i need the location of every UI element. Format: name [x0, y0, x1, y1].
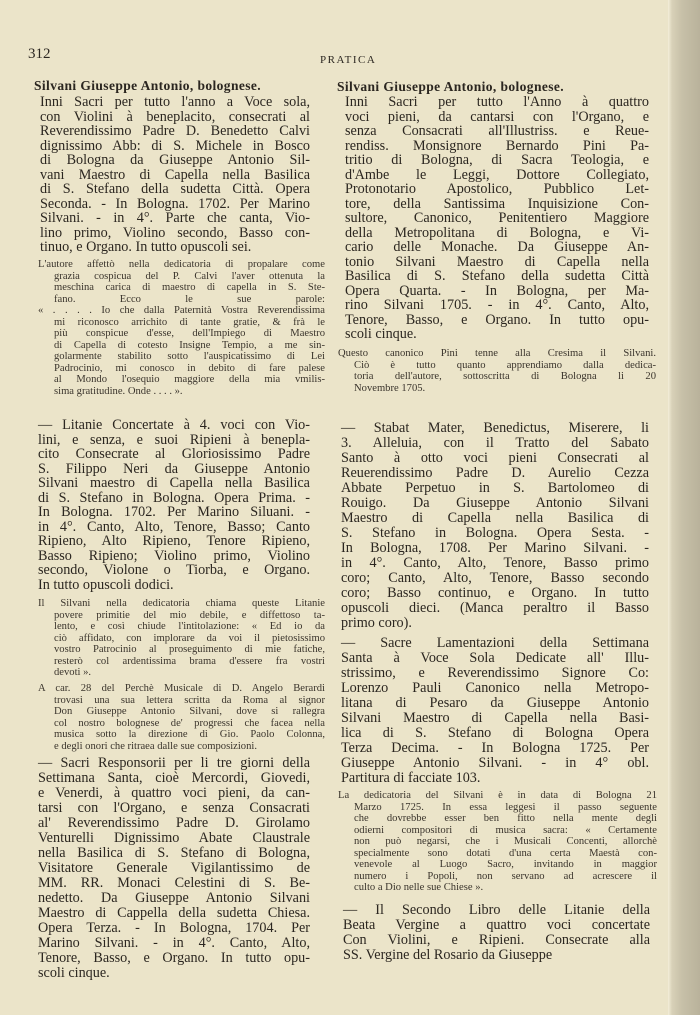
text-line: — Il Secondo Libro delle Litanie della: [343, 902, 650, 918]
text-line: tarsi con l'Organo, e senza Consacrati: [38, 800, 310, 816]
text-line: sima gratitudine. Onde . . . . ».: [54, 385, 183, 397]
text-line: — Stabat Mater, Benedictus, Miserere, li: [341, 420, 649, 436]
text-line: meschina carica di maestro di capella in S. Ste-: [54, 282, 325, 293]
text-line: Beata Vergine a quattro voci concertate: [343, 917, 650, 933]
text-line: coro; Basso continuo, e Organo. In tutto: [341, 585, 649, 601]
text-line: Partitura di facciate 103.: [341, 770, 481, 786]
text-line: voci pieni, da cantarsi con l'Organo, e: [345, 108, 649, 125]
text-line: vostro Patrocinio al proseguimento di mie fatiche,: [54, 644, 325, 655]
text-line: — Sacre Lamentazioni della Settimana: [341, 635, 649, 651]
text-line: vani Maestro di Capella nella Basilica: [40, 166, 310, 183]
text-line: Reverendissimo Padre D. Benedetto Calvi: [40, 123, 310, 139]
text-line: strissimo, e Reverendissimo Signore Co:: [341, 665, 649, 681]
text-line: lica di S. Stefano di Bologna Opera: [341, 725, 649, 741]
text-line: Tenore, Basso, e Organo. In tutto opu-: [345, 311, 649, 328]
text-line: Con Violini, e Ripieni. Consecrate alla: [343, 932, 650, 948]
text-line: numero i Popoli, non servano ad acrescere il: [354, 870, 657, 882]
text-line: primo coro).: [341, 615, 412, 631]
text-line: rino Silvani 1705. - in 4°. Canto, Alto,: [345, 297, 649, 313]
text-line: cito Consecrate al Gloriosissimo Padre: [38, 446, 310, 462]
text-line: Giuseppe Antonio Silvani. - in 4° obl.: [341, 755, 649, 771]
text-line: « . . . . Io che dalla Paternità Vostra Reverendissima: [38, 305, 325, 316]
bibliography-entry: [341, 636, 649, 786]
text-line: resterò col ardentissima brama d'essere fra vostri: [54, 655, 325, 667]
text-line: Inni Sacri per tutto l'Anno à quattro: [345, 94, 649, 110]
text-line: S. Stefano in Bologna. Opera Sesta. -: [341, 525, 649, 541]
text-line: — Litanie Concertate à 4. voci con Vio-: [38, 417, 310, 433]
text-line: Ciò è tutto quanto apprendiamo dalla dedica-: [354, 359, 656, 371]
text-line: al Mondo l'osequio maggiore della mia vmilis-: [54, 374, 325, 385]
text-line: golarmente stabilito sotto l'auspicatissimo di Lei: [54, 351, 325, 362]
text-line: La dedicatoria del Silvani è in data di Bologna 21: [338, 790, 657, 801]
text-line: dignissimo Abb: di S. Michele in Bosco: [40, 137, 310, 154]
text-line: scoli cinque.: [345, 326, 417, 342]
text-line: Silvani. - in 4°. Parte che canta, Vio-: [40, 210, 310, 226]
text-line: Basilica di S. Stefano della sudetta Città: [345, 268, 649, 284]
bibliography-entry: [341, 421, 649, 631]
text-line: Venturelli Dignissimo Abate Claustrale: [38, 830, 310, 846]
text-line: nedetto. Da Giuseppe Antonio Silvani: [38, 890, 310, 906]
text-line: litana di Pesaro da Giuseppe Antonio: [341, 695, 649, 711]
text-line: trovasi una sua lettera scritta da Roma al signor: [54, 694, 325, 706]
text-line: scoli cinque.: [38, 965, 110, 981]
text-line: coro; Canto, Alto, Tenore, Basso secondo: [341, 570, 649, 586]
text-line: Marzo 1725. In essa leggesi il passo seguente: [354, 801, 657, 813]
text-line: cario delle Monache. Da Giuseppe An-: [345, 239, 649, 255]
text-line: Basso Ripieno; Violino primo, Violino: [38, 547, 310, 564]
text-line: L'autore affettò nella dedicatoria di propalare come: [38, 259, 325, 270]
text-line: tinuo, e Organo. In tutto opuscoli sei.: [40, 239, 252, 255]
text-line: mi riconosco arrichito di tante gratie, & frà le: [54, 316, 325, 328]
text-line: venevole al Luogo Sacro, invitando in maggior: [354, 859, 657, 870]
text-line: Silvani Maestro di Capella nella Basi-: [341, 710, 649, 726]
text-line: Santa à Voce Sola Dedicate all' Illu-: [341, 650, 649, 666]
text-line: più conspicue d'esse, dell'Impiego di Maestro: [54, 328, 325, 339]
text-line: Tenore, Basso, e Organo. In tutto opu-: [38, 950, 310, 966]
left-entry-title: Silvani Giuseppe Antonio, bolognese.: [34, 78, 262, 93]
text-line: nella Basilica di S. Stefano di Bologna,: [38, 845, 310, 861]
text-line: tonio Silvani Maestro di Capella nella: [345, 253, 649, 270]
text-line: In tutto opuscoli dodici.: [38, 576, 174, 593]
footnote: [338, 790, 657, 894]
text-line: SS. Vergine del Rosario da Giuseppe: [343, 947, 553, 963]
text-line: Settimana Santa, cioè Mercordi, Giovedi,: [38, 770, 310, 786]
text-line: Questo canonico Pini tenne alla Cresima il Silvani.: [338, 348, 656, 359]
text-line: grazia cospicua del P. Calvi l'aver ottenuta la: [54, 270, 325, 282]
bibliography-entry: [343, 903, 650, 963]
text-line: Marino Silvani. - in 4°. Canto, Alto,: [38, 935, 310, 951]
right-entry-title: Silvani Giuseppe Antonio, bolognese.: [337, 79, 565, 94]
text-line: lento, e così chiude l'intitolazione: « Ed io da: [54, 621, 325, 632]
text-line: In Bologna. 1702. Per Marino Siluani. -: [38, 504, 310, 520]
text-line: — Sacri Responsorii per li tre giorni della: [38, 755, 310, 771]
bibliography-entry: [38, 756, 310, 981]
footnote: [338, 348, 656, 394]
text-line: opuscoli dieci. (Manca peraltro il Basso: [341, 600, 649, 616]
text-line: Seconda. - In Bologna. 1702. Per Marino: [40, 195, 310, 212]
text-line: fano. Ecco le sue parole:: [54, 293, 325, 305]
running-head: PRATICA: [320, 54, 377, 66]
text-line: musica sotto la direzione di Gio. Paolo Colonna,: [54, 729, 325, 740]
text-line: rendiss. Monsignore Bernardo Pini Pa-: [345, 137, 649, 154]
bibliography-entry: [40, 95, 310, 255]
text-line: Don Giuseppe Antonio Silvani, dove si rallegra: [54, 706, 325, 717]
text-line: Reuerendissimo Padre D. Aurelio Cezza: [341, 465, 649, 481]
text-line: Opera Quarta. - In Bologna, per Ma-: [345, 282, 649, 299]
bibliography-entry: [38, 418, 310, 592]
text-line: al' Reverendissimo Padre D. Girolamo: [38, 815, 310, 831]
text-line: In Bologna, 1708. Per Marino Silvani. -: [341, 540, 649, 556]
text-line: d'Ambe le Leggi, Dottore Collegiato,: [345, 166, 649, 183]
text-line: Novembre 1705.: [354, 382, 426, 394]
text-line: in 4°. Canto, Alto, Tenore, Basso primo: [341, 555, 649, 571]
text-line: lino primo, Violino secondo, Basso con-: [40, 224, 310, 241]
text-line: e Venerdi, à quattro voci pieni, da can-: [38, 785, 310, 801]
text-line: tore, della Santissima Inquisizione Con-: [345, 195, 649, 212]
text-line: Protonotario Apostolico, Pubblico Let-: [345, 181, 649, 197]
text-line: senza Consacrati all'Illustriss. e Reue-: [345, 123, 649, 139]
text-line: di Capella di cotesto Insigne Tempio, a me sin-: [54, 339, 325, 351]
text-line: A car. 28 del Perchè Musicale di D. Angelo Berardi: [38, 683, 325, 694]
text-line: di S. Stefano della sudetta Città. Opera: [40, 181, 310, 197]
text-line: Maestro di Cappella della sudetta Chiesa.: [38, 905, 310, 921]
text-line: MM. RR. Monaci Celestini di S. Be-: [38, 875, 310, 891]
footnote: [38, 683, 325, 752]
text-line: col nostro bolognese de' progressi che facea nella: [54, 717, 325, 729]
text-line: ciò affidato, con implorare da voi il pietosissimo: [54, 632, 325, 644]
text-line: Visitatore Generale Vigilantissimo de: [38, 860, 310, 876]
text-line: devoti ».: [54, 667, 92, 678]
text-line: Santo à otto voci pieni Consecrati al: [341, 450, 649, 466]
text-line: con Violini à beneplacito, consecrati al: [40, 108, 310, 125]
text-line: odierni compositori di musica sacra: « Certamente: [354, 824, 657, 836]
text-line: Opera Terza. - In Bologna, 1704. Per: [38, 920, 310, 936]
text-line: Maestro di Capella nella Basilica di: [341, 510, 649, 526]
text-line: della Metropolitana di Bologna, e Vi-: [345, 224, 649, 241]
text-line: e degli onori che ritraea dalle sue composizioni.: [54, 740, 257, 752]
page-number: 312: [28, 46, 51, 62]
text-line: Terza Decima. - In Bologna 1725. Per: [341, 740, 649, 756]
text-line: Abbate Perpetuo in S. Bartolomeo di: [341, 480, 649, 496]
text-line: che dovrebbe esser ben fitto nella mente degli: [354, 813, 657, 824]
text-line: Silvani maestro di Capella nella Basilica: [38, 475, 310, 491]
footnote: [38, 598, 325, 679]
text-line: di Bologna da Giuseppe Antonio Sil-: [40, 152, 310, 168]
text-line: Rouigo. Da Giuseppe Antonio Silvani: [341, 495, 649, 511]
text-line: di S. Stefano in Bologna. Opera Prima. -: [38, 489, 310, 506]
text-line: non può negarsi, che i Musicali Concenti, allorchè: [354, 836, 657, 847]
text-line: lini, e senza, e suoi Ripieni à benepla-: [38, 431, 310, 448]
text-line: Inni Sacri per tutto l'anno a Voce sola,: [40, 94, 310, 110]
text-line: povere primitie del mio debile, e diffettoso ta-: [54, 609, 325, 621]
text-line: tritio di Bologna, di Sacra Teologia, e: [345, 152, 649, 168]
book-gutter: [668, 0, 700, 1015]
text-line: 3. Alleluia, con il Tratto del Sabato: [341, 435, 649, 451]
text-line: Ripieno, Alto Ripieno, Tenore Ripieno,: [38, 533, 310, 549]
text-line: secondo, Violone o Tiorba, e Organo.: [38, 562, 310, 578]
text-line: S. Filippo Neri da Giuseppe Antonio: [38, 460, 310, 477]
footnote: [38, 259, 325, 397]
text-line: specialmente sono dotati d'una certa Maestà con-: [354, 847, 657, 859]
text-line: Il Silvani nella dedicatoria chiama queste Litanie: [38, 598, 325, 609]
text-line: Padrocinio, mi conosco in debito di fare palese: [54, 362, 325, 374]
bibliography-entry: [345, 95, 649, 342]
text-line: Lorenzo Pauli Canonico nella Metropo-: [341, 680, 649, 696]
text-line: sultore, Canonico, Penitentiero Maggiore: [345, 210, 649, 226]
text-line: in 4°. Canto, Alto, Tenore, Basso; Canto: [38, 518, 310, 535]
text-line: culto a Dio nelle sue Chiese ».: [354, 882, 484, 893]
text-line: toria dell'autore, sottoscritta di Bologna li 20: [354, 371, 656, 382]
